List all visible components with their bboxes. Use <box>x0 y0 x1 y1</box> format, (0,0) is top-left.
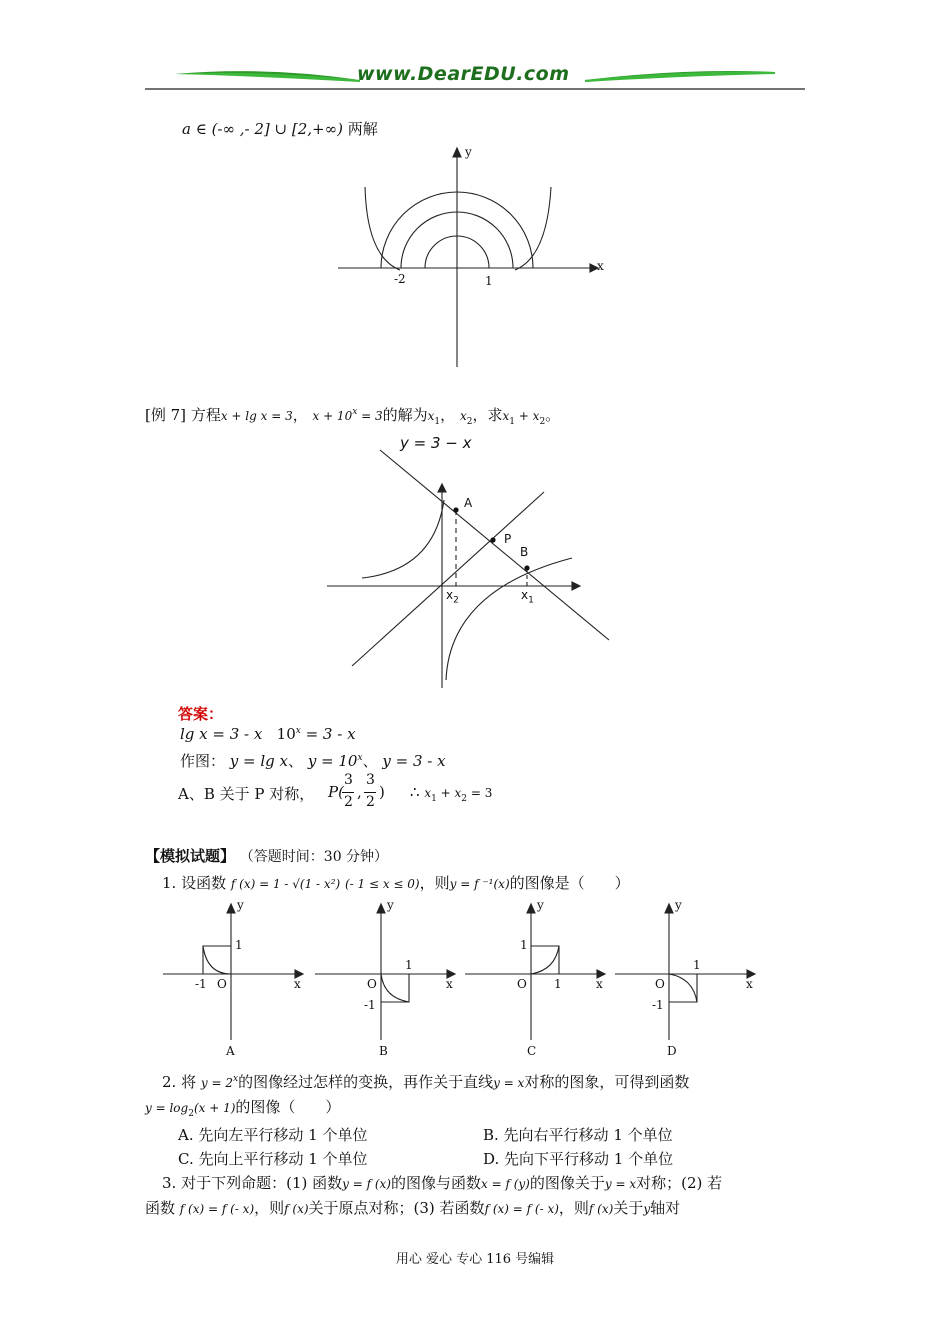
q1-d-origin: O <box>655 977 665 991</box>
answer-sep2: 、 <box>362 752 378 770</box>
q3-text7: 关于原点对称；(3) 若函数 <box>308 1199 485 1217</box>
example-7-x1: x <box>427 409 435 423</box>
q1-c-y-label: y <box>537 898 544 912</box>
answer-lg-eq: lg x = 3 - x <box>180 725 263 743</box>
q1-b-origin: O <box>367 977 377 991</box>
graph2-x2-sub: 2 <box>453 595 459 606</box>
example-7-x1-sub: 1 <box>434 417 441 427</box>
q1-d-letter: D <box>667 1044 677 1058</box>
graph2-x1-label <box>521 588 534 605</box>
site-logo-text: www.DearEDU.com <box>357 63 570 85</box>
q1-d-label-neg1: -1 <box>652 998 664 1012</box>
q1-c-label-1-x: 1 <box>554 977 562 991</box>
q3-text8: ，则 <box>558 1199 589 1217</box>
answer-func-exp-sup: x <box>357 753 363 763</box>
q1-b-label-neg1: -1 <box>364 998 376 1012</box>
answer-frac2-den: 2 <box>366 794 375 810</box>
q2-option-a[interactable]: A. 先向左平行移动 1 个单位 <box>178 1126 368 1144</box>
q1-a-label-1: 1 <box>235 938 243 952</box>
answer-result <box>410 783 492 804</box>
q1-graph-d <box>612 898 762 1063</box>
q3-e6: f (x) = f (- x) <box>484 1202 559 1216</box>
q3-text9: 关于 <box>613 1199 644 1217</box>
answer-symmetric-text: A、B 关于 P 对称， <box>178 785 315 803</box>
interval-expression: a ∈ (-∞ ,- 2] ∪ [2,+∞) <box>182 120 343 138</box>
graph2-point-p: P <box>504 532 512 546</box>
answer-ten-exp: x <box>295 726 301 736</box>
example-7-eq2-rest: = 3 <box>357 409 383 423</box>
graph-intersections <box>322 430 622 692</box>
question-2-line2 <box>145 1096 340 1119</box>
q3-e8: y <box>643 1202 651 1216</box>
answer-frac1-num: 3 <box>344 772 353 788</box>
graph1-x-label: x <box>597 259 604 273</box>
header-banner <box>145 62 805 92</box>
q1-text1: 设函数 <box>181 874 227 892</box>
example-7-line: [例 7] 方程x + lg x = 3， $x + 10^x = 3$的解为$x_1$， $x_2$，求$x_1 + x_2$。 <box>145 406 561 427</box>
example-7-eq2-exp: x <box>352 407 358 417</box>
q1-number: 1. <box>162 874 177 892</box>
q3-e3: y = x <box>604 1177 637 1191</box>
q3-e1: y = f (x) <box>342 1177 391 1191</box>
example-7-sum-x: x <box>502 409 510 423</box>
question-3-line2 <box>145 1197 680 1218</box>
question-1 <box>162 872 630 893</box>
q3-e5: f (x) <box>284 1202 309 1216</box>
graph2-x2-label <box>446 588 459 605</box>
q1-c-x-label: x <box>596 977 603 991</box>
q1-graph-b <box>312 898 462 1063</box>
q3-e2: x = f (y) <box>481 1177 530 1191</box>
q2-func: y = log <box>145 1101 189 1115</box>
q3-number: 3. <box>162 1174 177 1192</box>
example-7-x2: x <box>459 409 467 423</box>
q2-text3: 对称的图象，可得到函数 <box>524 1073 690 1091</box>
q1-a-letter: A <box>226 1044 235 1058</box>
q1-a-label-neg1: -1 <box>195 977 207 991</box>
q1-a-origin: O <box>217 977 227 991</box>
graph2-title: y = 3 − x <box>400 434 472 452</box>
q1-d-x-label: x <box>746 977 753 991</box>
answer-func-line: y = 3 - x <box>382 752 446 770</box>
graph1-y-label: y <box>465 145 472 159</box>
q3-e4: f (x) = f (- x) <box>179 1202 255 1216</box>
q1-domain: (- 1 ≤ x ≤ 0) <box>344 877 420 891</box>
q3-e7: f (x) <box>588 1202 614 1216</box>
graph-semicircles <box>335 142 615 372</box>
q2-expr-exp: x <box>233 1074 239 1084</box>
q1-inverse: y = f ⁻¹(x) <box>449 877 510 891</box>
graph2-x2-text: x <box>446 588 454 602</box>
q1-b-label-1: 1 <box>405 958 413 972</box>
q2-option-b[interactable]: B. 先向右平行移动 1 个单位 <box>483 1126 673 1144</box>
therefore-symbol: ∴ <box>410 783 420 801</box>
example-7-eq2: x + 10 <box>312 409 353 423</box>
answer-result-sub2: 2 <box>461 794 468 804</box>
answer-draw-prefix: 作图： <box>180 752 226 770</box>
example-7-sum-plus: + x <box>514 409 540 423</box>
example-7-x2-sub: 2 <box>466 417 473 427</box>
example-7-sum-sub2: 2 <box>539 417 546 427</box>
answer-ten: 10 <box>276 725 296 743</box>
q3-text6: ，则 <box>254 1199 285 1217</box>
answer-result-x1: x <box>424 786 432 800</box>
q1-d-y-label: y <box>675 898 682 912</box>
answer-func-exp: y = 10 <box>307 752 358 770</box>
q2-option-c[interactable]: C. 先向上平行移动 1 个单位 <box>178 1150 368 1168</box>
q2-line: y = x <box>493 1076 525 1090</box>
q1-text2: ，则 <box>419 874 450 892</box>
q3-text2: 的图像与函数 <box>390 1174 481 1192</box>
q1-b-x-label: x <box>446 977 453 991</box>
q3-text3: 的图像关于 <box>529 1174 605 1192</box>
q1-a-y-label: y <box>237 898 244 912</box>
question-2-line1 <box>162 1071 689 1092</box>
answer-line2 <box>180 750 446 771</box>
interval-line <box>182 118 378 139</box>
interval-suffix: 两解 <box>347 120 378 138</box>
example-7-end: 。 <box>545 406 561 424</box>
q1-graph-a <box>160 898 310 1063</box>
q1-c-label-1-y: 1 <box>520 938 528 952</box>
graph2-point-b: B <box>520 545 529 559</box>
answer-ten-rest: = 3 - x <box>300 725 356 743</box>
answer-result-eq: = 3 <box>467 786 493 800</box>
graph2-x1-text: x <box>521 588 529 602</box>
graph2-point-a: A <box>464 496 473 510</box>
example-7-eq1: x + lg x = 3 <box>220 409 293 423</box>
answer-line1 <box>180 725 356 743</box>
example-7-text2: 的解为 <box>382 406 428 424</box>
q1-graph-c <box>462 898 612 1063</box>
mock-test-time: （答题时间：30 分钟） <box>239 849 389 865</box>
q2-func-rest: (x + 1) <box>193 1101 236 1115</box>
answer-frac1-bar <box>342 792 354 793</box>
example-7-text3: ，求 <box>472 406 503 424</box>
q3-text4: 对称；(2) 若 <box>636 1174 723 1192</box>
answer-func-lg: y = lg x <box>229 752 289 770</box>
answer-result-sub1: 1 <box>431 794 437 804</box>
q1-text3: 的图像是（ ） <box>509 874 630 892</box>
q2-expr: y = 2 <box>200 1076 233 1090</box>
example-7-prefix: [例 7] <box>145 406 187 424</box>
answer-sep1: 、 <box>288 752 304 770</box>
q2-text4: 的图像（ ） <box>235 1098 341 1116</box>
q1-b-y-label: y <box>387 898 394 912</box>
q3-text5: 函数 <box>145 1199 176 1217</box>
q1-d-label-1: 1 <box>693 958 701 972</box>
answer-result-plus: + x <box>436 786 462 800</box>
example-7-sum-sub1: 1 <box>509 417 515 427</box>
q1-c-letter: C <box>527 1044 537 1058</box>
graph1-tick-neg2: -2 <box>394 272 406 286</box>
answer-point-p: P( 3 2 , 3 2 ) <box>328 772 385 810</box>
answer-p-close: ) <box>379 783 385 801</box>
q2-number: 2. <box>162 1073 177 1091</box>
answer-frac1-den: 2 <box>344 794 353 810</box>
answer-label: 答案： <box>178 705 224 723</box>
q2-func-sub: 2 <box>188 1109 194 1119</box>
example-7-text1: 方程 <box>190 406 221 424</box>
answer-frac2-bar <box>364 792 376 793</box>
q2-option-d[interactable]: D. 先向下平行移动 1 个单位 <box>483 1150 674 1168</box>
graph1-tick-1: 1 <box>485 274 493 288</box>
answer-frac2-num: 3 <box>366 772 375 788</box>
q3-text1: 对于下列命题：(1) 函数 <box>181 1174 343 1192</box>
answer-line3 <box>178 783 314 804</box>
graph2-x1-sub: 1 <box>528 595 534 606</box>
q1-a-x-label: x <box>294 977 301 991</box>
q3-text10: 轴对 <box>650 1199 681 1217</box>
page-footer: 用心 爱心 专心 116 号编辑 <box>395 1252 555 1267</box>
q1-function: f (x) = 1 - √(1 - x²) <box>230 877 341 891</box>
mock-test-title: 【模拟试题】 <box>145 847 236 865</box>
q2-text1: 将 <box>181 1073 197 1091</box>
q2-text2: 的图像经过怎样的变换，再作关于直线 <box>238 1073 494 1091</box>
q1-c-origin: O <box>517 977 527 991</box>
q1-b-letter: B <box>379 1044 388 1058</box>
answer-p-open: P( <box>328 783 344 801</box>
question-3-line1 <box>162 1172 722 1193</box>
mock-test-heading <box>145 845 388 866</box>
